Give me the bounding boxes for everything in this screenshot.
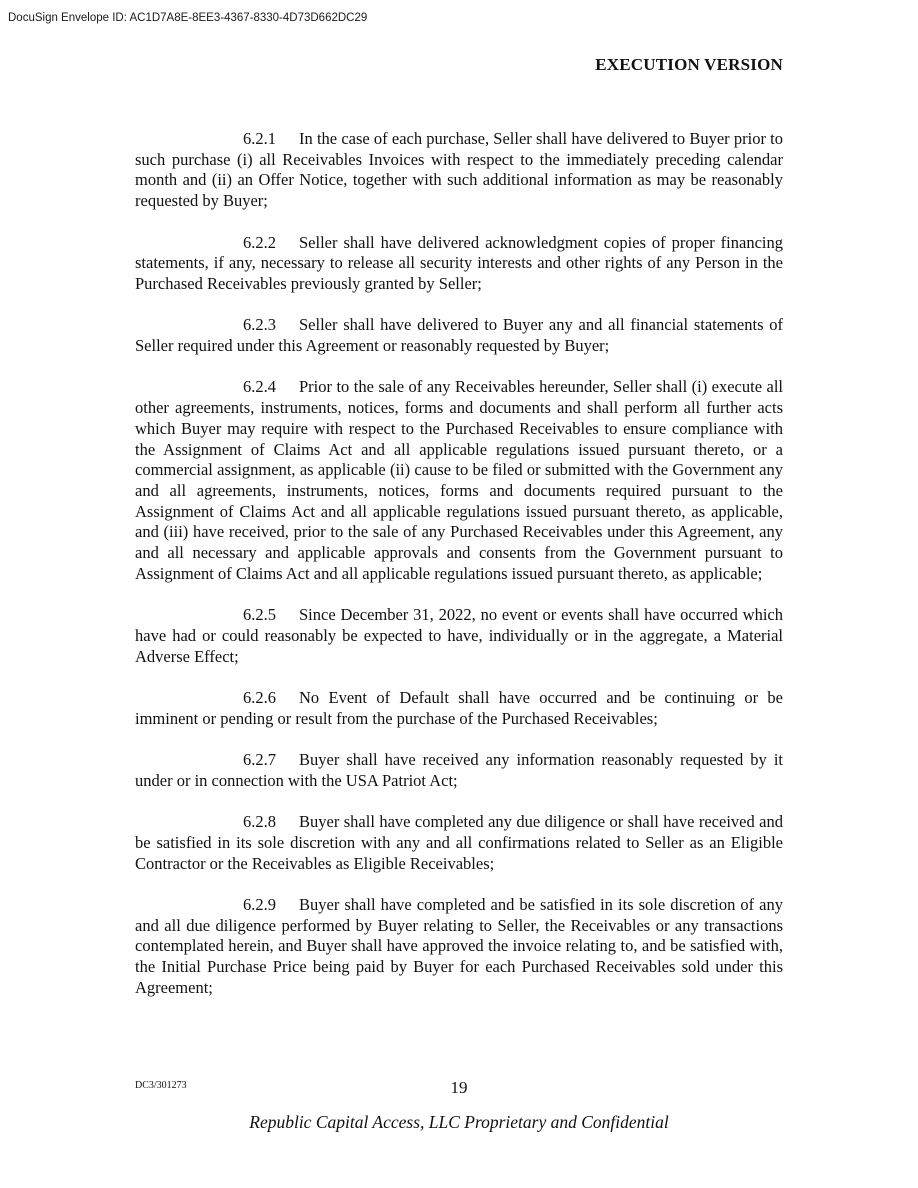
execution-version-label: EXECUTION VERSION	[595, 55, 783, 74]
clause-text: In the case of each purchase, Seller shall have delivered to Buyer prior to such purchase (i) all Receivables Invoices with respect to the immediately preceding calendar month and (ii) an Offer Notice, together with such additional information as may be reasonably requested by Buyer;	[135, 129, 783, 211]
docusign-envelope-id: DocuSign Envelope ID: AC1D7A8E-8EE3-4367-8330-4D73D662DC29	[8, 12, 368, 24]
clause-number: 6.2.5	[243, 605, 276, 625]
clause-number: 6.2.8	[243, 812, 276, 832]
clause-6-2-3	[135, 315, 783, 356]
confidentiality-notice: Republic Capital Access, LLC Proprietary and Confidential	[249, 1112, 669, 1132]
clause-text: Buyer shall have received any information reasonably requested by it under or in connection with the USA Patriot Act;	[135, 750, 783, 790]
clause-text: No Event of Default shall have occurred and be continuing or be imminent or pending or result from the purchase of the Purchased Receivables;	[135, 687, 783, 728]
document-body	[135, 129, 783, 1019]
clause-number: 6.2.3	[243, 315, 276, 335]
clause-text: Seller shall have delivered acknowledgment copies of proper financing statements, if any, necessary to release all security interests and other rights of any Person in the Purchased Receivables previously granted by Seller;	[135, 232, 783, 293]
clause-6-2-5	[135, 605, 783, 667]
clause-number: 6.2.9	[243, 894, 276, 914]
clause-6-2-4	[135, 377, 783, 584]
clause-6-2-8	[135, 812, 783, 874]
clause-text: Seller shall have delivered to Buyer any and all financial statements of Seller required under this Agreement or reasonably requested by Buyer;	[135, 315, 783, 355]
clause-6-2-1	[135, 129, 783, 212]
clause-number: 6.2.6	[243, 687, 276, 707]
clause-text: Since December 31, 2022, no event or events shall have occurred which have had or could reasonably be expected to have, individually or in the aggregate, a Material Adverse Effect;	[135, 605, 783, 666]
clause-6-2-6	[135, 688, 783, 729]
clause-number: 6.2.7	[243, 750, 276, 769]
clause-text: Prior to the sale of any Receivables hereunder, Seller shall (i) execute all other agreements, instruments, notices, forms and documents and shall perform all further acts which Buyer may require with respect to the Purchased Receivables to ensure compliance with the Assignment of Claims Act and all applicable regulations issued pursuant thereto, or a commercial assignment, as applicable (ii) cause to be filed or submitted with the Government any and all agreements, instruments, notices, forms and documents required pursuant to the Assignment of Claims Act and all applicable regulations issued pursuant thereto, as applicable, and (iii) have received, prior to the sale of any Purchased Receivables under this Agreement, any and all necessary and applicable approvals and consents from the Government pursuant to Assignment of Claims Act and all applicable regulations issued pursuant thereto, as applicable;	[135, 377, 783, 583]
clause-number: 6.2.4	[243, 377, 276, 397]
clause-number: 6.2.1	[243, 129, 276, 148]
clause-text: Buyer shall have completed any due diligence or shall have received and be satisfied in its sole discretion with any and all confirmations related to Seller as an Eligible Contractor or the Receivables as Eligible Receivables;	[135, 812, 783, 873]
clause-6-2-7	[135, 750, 783, 791]
clause-text: Buyer shall have completed and be satisfied in its sole discretion of any and all due diligence performed by Buyer relating to Seller, the Receivables or any transactions contemplated herein, and Buyer shall have approved the invoice relating to, and be satisfied with, the Initial Purchase Price being paid by Buyer for each Purchased Receivables sold under this Agreement;	[135, 894, 783, 997]
clause-number: 6.2.2	[243, 232, 276, 252]
clause-6-2-9	[135, 895, 783, 999]
document-code: DC3/301273	[135, 1080, 187, 1091]
page-number: 19	[450, 1078, 468, 1097]
clause-6-2-2	[135, 233, 783, 295]
